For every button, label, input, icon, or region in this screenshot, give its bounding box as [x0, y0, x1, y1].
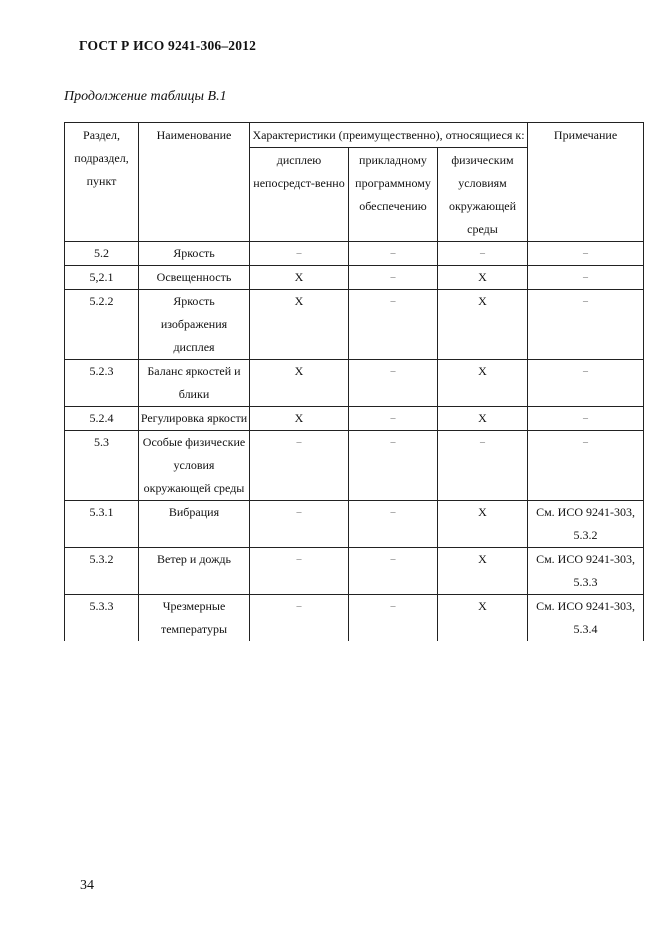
cell-note: – [528, 360, 644, 407]
table-row [65, 407, 644, 431]
cell-note: – [528, 407, 644, 431]
cell-section: 5.2.3 [65, 360, 139, 407]
cell-name: Особые физические условия окружающей среды [139, 431, 250, 501]
cell-physical: X [438, 548, 528, 595]
cell-section: 5.2.2 [65, 290, 139, 360]
header-note: Примечание [528, 123, 644, 242]
cell-name: Ветер и дождь [139, 548, 250, 595]
cell-name: Баланс яркостей и блики [139, 360, 250, 407]
table-row [65, 242, 644, 266]
cell-software: – [349, 242, 438, 266]
cell-note: См. ИСО 9241-303, 5.3.3 [528, 548, 644, 595]
cell-physical: – [438, 431, 528, 501]
cell-display: X [250, 360, 349, 407]
cell-display: – [250, 501, 349, 548]
table-body [65, 242, 644, 642]
table-row [65, 266, 644, 290]
table-row [65, 431, 644, 501]
cell-physical: X [438, 290, 528, 360]
cell-note: – [528, 266, 644, 290]
cell-software: – [349, 407, 438, 431]
cell-section: 5.3.2 [65, 548, 139, 595]
cell-name: Освещенность [139, 266, 250, 290]
cell-display: – [250, 431, 349, 501]
cell-physical: X [438, 501, 528, 548]
cell-name: Чрезмерные температуры [139, 595, 250, 642]
cell-note: – [528, 431, 644, 501]
cell-name: Яркость [139, 242, 250, 266]
header-name: Наименование [139, 123, 250, 242]
cell-section: 5.3.1 [65, 501, 139, 548]
table-row [65, 548, 644, 595]
cell-software: – [349, 360, 438, 407]
cell-display: – [250, 242, 349, 266]
cell-name: Яркость изображения дисплея [139, 290, 250, 360]
cell-section: 5,2.1 [65, 266, 139, 290]
cell-note: См. ИСО 9241-303, 5.3.4 [528, 595, 644, 642]
cell-section: 5.2 [65, 242, 139, 266]
cell-display: X [250, 266, 349, 290]
cell-section: 5.3 [65, 431, 139, 501]
cell-note: См. ИСО 9241-303, 5.3.2 [528, 501, 644, 548]
cell-section: 5.3.3 [65, 595, 139, 642]
header-section: Раздел, подраздел, пункт [65, 123, 139, 242]
cell-section: 5.2.4 [65, 407, 139, 431]
cell-physical: – [438, 242, 528, 266]
table-row [65, 595, 644, 642]
table-row [65, 290, 644, 360]
header-display: дисплею непосредст-венно [250, 148, 349, 242]
cell-software: – [349, 266, 438, 290]
page-number: 34 [80, 878, 94, 893]
table-caption: Продолжение таблицы В.1 [64, 89, 227, 104]
cell-physical: X [438, 360, 528, 407]
cell-name: Регулировка яркости [139, 407, 250, 431]
cell-name: Вибрация [139, 501, 250, 548]
cell-physical: X [438, 266, 528, 290]
cell-software: – [349, 431, 438, 501]
cell-software: – [349, 595, 438, 642]
cell-note: – [528, 290, 644, 360]
cell-physical: X [438, 407, 528, 431]
header-characteristics: Характеристики (преимущественно), относящиеся к: [250, 123, 528, 148]
cell-software: – [349, 548, 438, 595]
cell-note: – [528, 242, 644, 266]
cell-software: – [349, 501, 438, 548]
cell-software: – [349, 290, 438, 360]
cell-physical: X [438, 595, 528, 642]
cell-display: X [250, 290, 349, 360]
spec-table [64, 122, 644, 641]
cell-display: – [250, 548, 349, 595]
table-row [65, 501, 644, 548]
header-physical: физическим условиям окружающей среды [438, 148, 528, 242]
cell-display: – [250, 595, 349, 642]
cell-display: X [250, 407, 349, 431]
header-software: прикладному программному обеспечению [349, 148, 438, 242]
table-row [65, 360, 644, 407]
document-header: ГОСТ Р ИСО 9241-306–2012 [79, 38, 257, 53]
